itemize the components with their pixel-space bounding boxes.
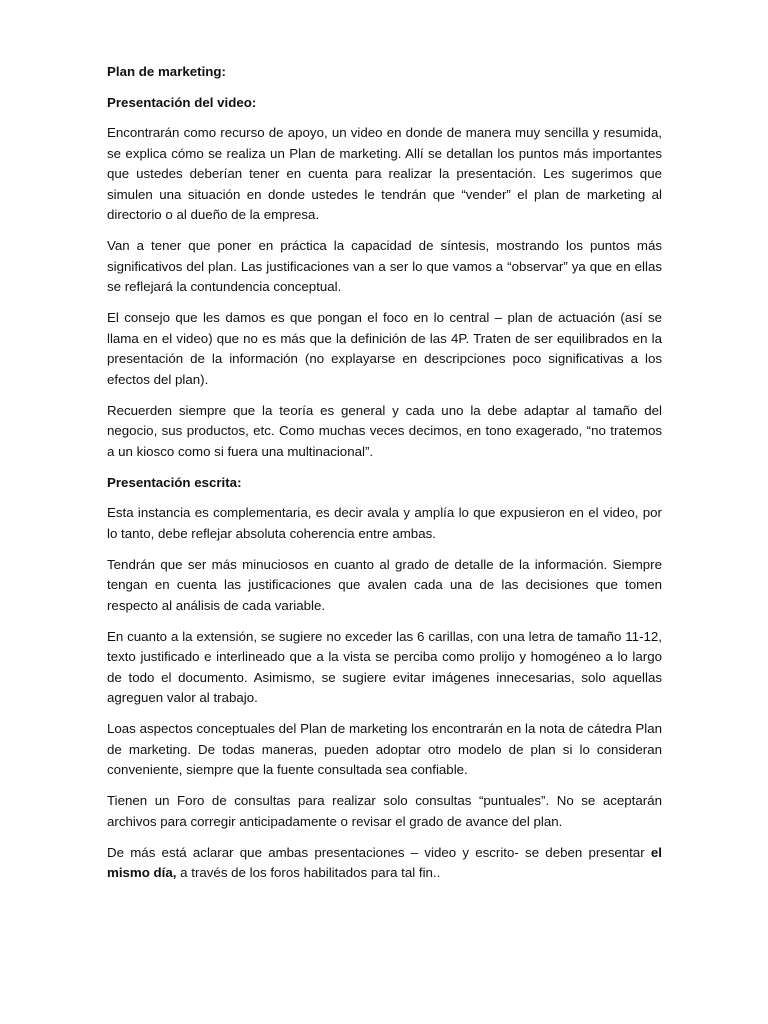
paragraph-minuciosos: Tendrán que ser más minuciosos en cuanto al grado de detalle de la información. Siempre tengan en cuenta las justificaciones que avalen cada una de las decisiones que tomen respecto al análisis de cada variable. bbox=[107, 556, 662, 613]
paragraph-mismo-dia-end: a través de los foros habilitados para tal fin.. bbox=[176, 865, 441, 880]
paragraph-mismo-dia-bold: el mismo día, bbox=[107, 844, 662, 880]
paragraph-video-intro: Encontrarán como recurso de apoyo, un video en donde de manera muy sencilla y resumida, se explica cómo se realiza un Plan de marketing. Allí se detallan los puntos más importantes que ustedes deberían tener en cuenta para realizar la presentación. Les sugerimos que simulen una situación en donde ustedes le tendrán que “vender” el plan de marketing al directorio o al dueño de la empresa. bbox=[107, 125, 662, 222]
paragraph-foro-consultas: Tienen un Foro de consultas para realizar solo consultas “puntuales”. No se aceptarán archivos para corregir anticipadamente o revisar el grado de avance del plan. bbox=[107, 793, 662, 829]
paragraph-teoria: Recuerden siempre que la teoría es general y cada uno la debe adaptar al tamaño del negocio, sus productos, etc. Como muchas veces decimos, en tono exagerado, “no tratemos a un kiosco como si fuera una multinacional”. bbox=[107, 402, 662, 459]
heading-presentacion-escrita: Presentación escrita: bbox=[107, 474, 242, 490]
paragraph-mismo-dia bbox=[107, 843, 662, 884]
paragraph-mismo-dia-start: De más está aclarar que ambas presentaciones – video y escrito- se deben presentar bbox=[107, 844, 651, 860]
heading-presentacion-video: Presentación del video: bbox=[107, 94, 257, 110]
paragraph-aspectos-conceptuales: Loas aspectos conceptuales del Plan de marketing los encontrarán en la nota de cátedra Plan de marketing. De todas maneras, pueden adoptar otro modelo de plan si lo consideran conveniente, siempre que la fuente consultada sea confiable. bbox=[107, 721, 662, 777]
paragraph-consejo: El consejo que les damos es que pongan el foco en lo central – plan de actuación (así se llama en el video) que no es más que la definición de las 4P. Traten de ser equilibrados en la presentación de la información (no explayarse en descripciones poco significativas a los efectos del plan). bbox=[107, 310, 662, 387]
paragraph-sintesis: Van a tener que poner en práctica la capacidad de síntesis, mostrando los puntos más significativos del plan. Las justificaciones van a ser lo que vamos a “observar” ya que en ellas se reflejará la contundencia conceptual. bbox=[107, 238, 662, 294]
paragraph-extension: En cuanto a la extensión, se sugiere no exceder las 6 carillas, con una letra de tamaño 11-12, texto justificado e interlineado que a la vista se perciba como prolijo y homogéneo a lo largo de todo el documento. Asimismo, se sugiere evitar imágenes innecesarias, solo aquellas agreguen valor al trabajo. bbox=[107, 628, 662, 705]
document-page bbox=[107, 62, 662, 894]
heading-plan-de-marketing: Plan de marketing: bbox=[107, 64, 226, 79]
paragraph-complementaria: Esta instancia es complementaria, es decir avala y amplía lo que expusieron en el video, por lo tanto, debe reflejar absoluta coherencia entre ambas. bbox=[107, 505, 662, 541]
